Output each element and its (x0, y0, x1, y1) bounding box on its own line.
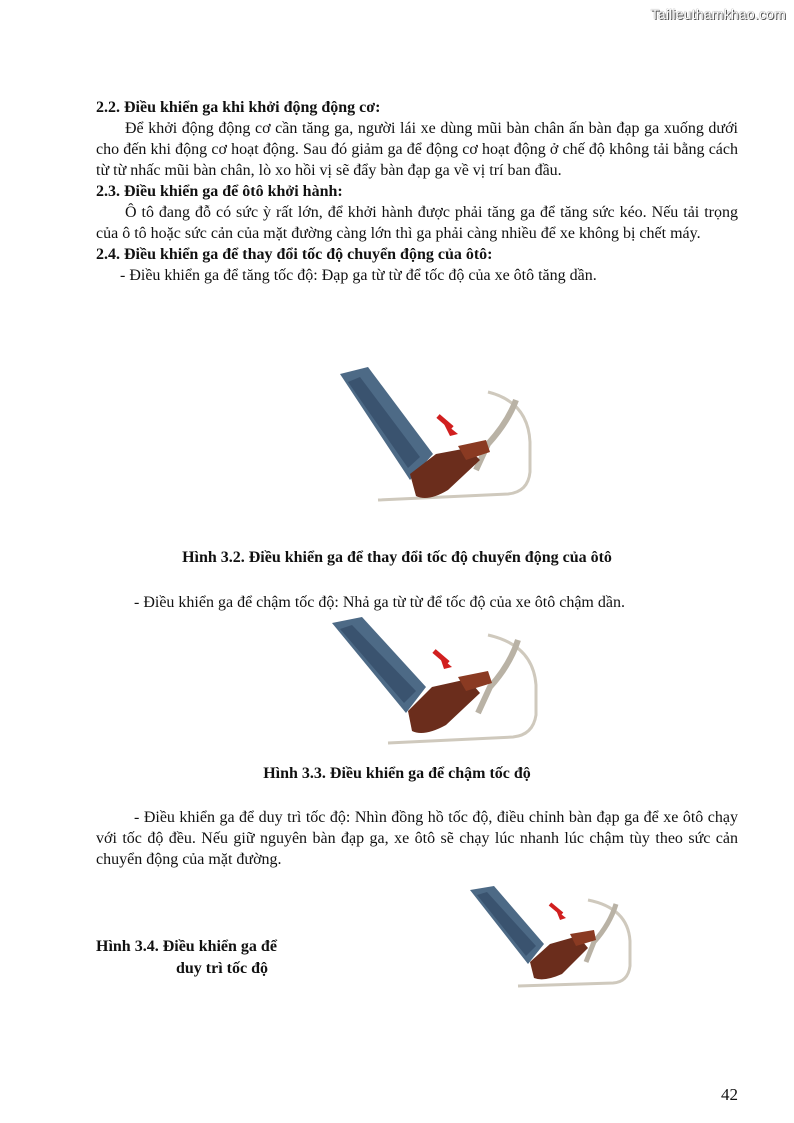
section-2-3-heading: 2.3. Điều khiển ga để ôtô khởi hành: (96, 183, 343, 200)
decelerate-item: - Điều khiển ga để chậm tốc độ: Nhả ga từ từ để tốc độ của xe ôtô chậm dần. (134, 594, 625, 611)
watermark: Tailieuthamkhao.com (650, 6, 786, 22)
page-number: 42 (721, 1085, 738, 1104)
document-body (96, 97, 738, 286)
accelerate-item: - Điều khiển ga để tăng tốc độ: Đạp ga từ từ để tốc độ của xe ôtô tăng dần. (120, 267, 597, 284)
section-2-3-paragraph: Ô tô đang đỗ có sức ỳ rất lớn, để khởi hành được phải tăng ga để tăng sức kéo. Nếu tải trọng của ô tô hoặc sức cản của mặt đường càng lớn thì ga phải càng nhiều để xe không bị chết máy. (96, 204, 738, 242)
figure-3-4-caption (96, 936, 277, 980)
section-2-2-heading: 2.2. Điều khiển ga khi khởi động động cơ: (96, 99, 381, 116)
section-2-4-heading: 2.4. Điều khiển ga để thay đổi tốc độ chuyển động của ôtô: (96, 246, 493, 263)
figure-3-4-caption-line1: Hình 3.4. Điều khiển ga để (96, 938, 277, 955)
figure-3-2-caption: Hình 3.2. Điều khiển ga để thay đổi tốc độ chuyển động của ôtô (182, 549, 612, 566)
accelerator-pedal-illustration-2 (328, 615, 548, 750)
figure-3-4-caption-line2: duy trì tốc độ (176, 960, 268, 977)
figure-3-3-caption: Hình 3.3. Điều khiển ga để chậm tốc độ (263, 765, 531, 782)
accelerator-pedal-illustration-3 (468, 886, 640, 991)
accelerator-pedal-illustration-1 (338, 362, 548, 512)
section-2-2-paragraph: Để khởi động động cơ cần tăng ga, người lái xe dùng mũi bàn chân ấn bàn đạp ga xuống dưới cho đến khi động cơ hoạt động. Sau đó giảm ga để động cơ hoạt động ở chế độ không tải bằng cách từ từ nhấc mũi bàn chân, lò xo hồi vị sẽ đẩy bàn đạp ga về vị trí ban đầu. (96, 120, 738, 179)
maintain-speed-item: - Điều khiển ga để duy trì tốc độ: Nhìn đồng hồ tốc độ, điều chỉnh bàn đạp ga để xe ôtô chạy với tốc độ đều. Nếu giữ nguyên bàn đạp ga, xe ôtô sẽ chạy lúc nhanh lúc chậm tùy theo sức cản chuyển động của mặt đường. (96, 809, 738, 868)
